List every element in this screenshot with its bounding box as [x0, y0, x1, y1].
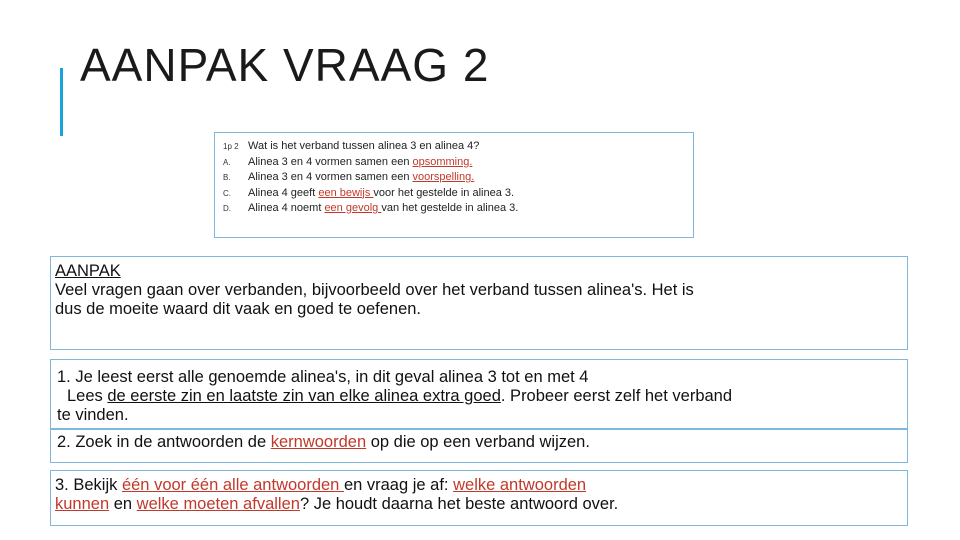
option-keyword: een bewijs: [318, 186, 374, 199]
step-3-keyword: welke antwoorden: [453, 476, 587, 494]
question-box: [214, 132, 694, 238]
question-points-label: 1p 2: [223, 142, 239, 151]
step-3-text-line-1: 3. Bekijk één voor één alle antwoorden en vraag je af: welke antwoorden: [55, 476, 587, 494]
aanpak-box: [50, 256, 908, 350]
option-key: C.: [223, 188, 231, 198]
option-key: A.: [223, 157, 231, 167]
step-1-continuation: te vinden.: [57, 406, 129, 424]
aanpak-heading: AANPAK: [55, 262, 121, 280]
aanpak-text-line: Veel vragen gaan over verbanden, bijvoorbeeld over het verband tussen alinea's. Het is: [55, 281, 694, 299]
aanpak-text-line: dus de moeite waard dit vaak en goed te oefenen.: [55, 300, 422, 318]
step-1-keyword: de eerste zin en laatste zin van elke alinea extra goed: [107, 387, 501, 405]
step-1-box: [50, 359, 908, 429]
step-2-box: [50, 429, 908, 463]
option-keyword: een gevolg: [324, 202, 382, 214]
slide-title: AANPAK VRAAG 2: [80, 39, 490, 91]
answer-option-d: [215, 202, 693, 218]
question-header: [215, 140, 693, 156]
option-text: Alinea 3 en 4 vormen samen een opsomming.: [248, 155, 473, 168]
option-text: Alinea 3 en 4 vormen samen een voorspelling.: [248, 171, 475, 183]
option-keyword: voorspelling.: [412, 171, 475, 183]
step-2-keyword: kernwoorden: [270, 433, 367, 451]
option-text: Alinea 4 geeft een bewijs voor het gestelde in alinea 3.: [248, 186, 515, 199]
step-1-instruction: Lees de eerste zin en laatste zin van elke alinea extra goed. Probeer eerst zelf het verband: [67, 387, 733, 405]
question-text: Wat is het verband tussen alinea 3 en alinea 4?: [248, 140, 480, 152]
answer-option-c: [215, 187, 693, 203]
step-3-keyword: kunnen: [55, 495, 110, 513]
title-accent-bar: [60, 68, 63, 136]
step-3-text-line-2: kunnen en welke moeten afvallen? Je houdt daarna het beste antwoord over.: [55, 495, 619, 513]
step-3-keyword: één voor één alle antwoorden: [121, 476, 344, 494]
option-key: B.: [223, 173, 231, 182]
answer-option-b: [215, 171, 693, 187]
option-key: D.: [223, 204, 231, 213]
option-keyword: opsomming.: [412, 155, 473, 168]
step-1-text: 1. Je leest eerst alle genoemde alinea's, in dit geval alinea 3 tot en met 4: [57, 368, 589, 386]
answer-option-a: [215, 156, 693, 172]
option-text: Alinea 4 noemt een gevolg van het gestelde in alinea 3.: [248, 202, 519, 214]
step-3-box: [50, 470, 908, 526]
step-2-text: 2. Zoek in de antwoorden de kernwoorden op die op een verband wijzen.: [57, 433, 590, 451]
step-3-keyword: welke moeten afvallen: [136, 495, 300, 513]
